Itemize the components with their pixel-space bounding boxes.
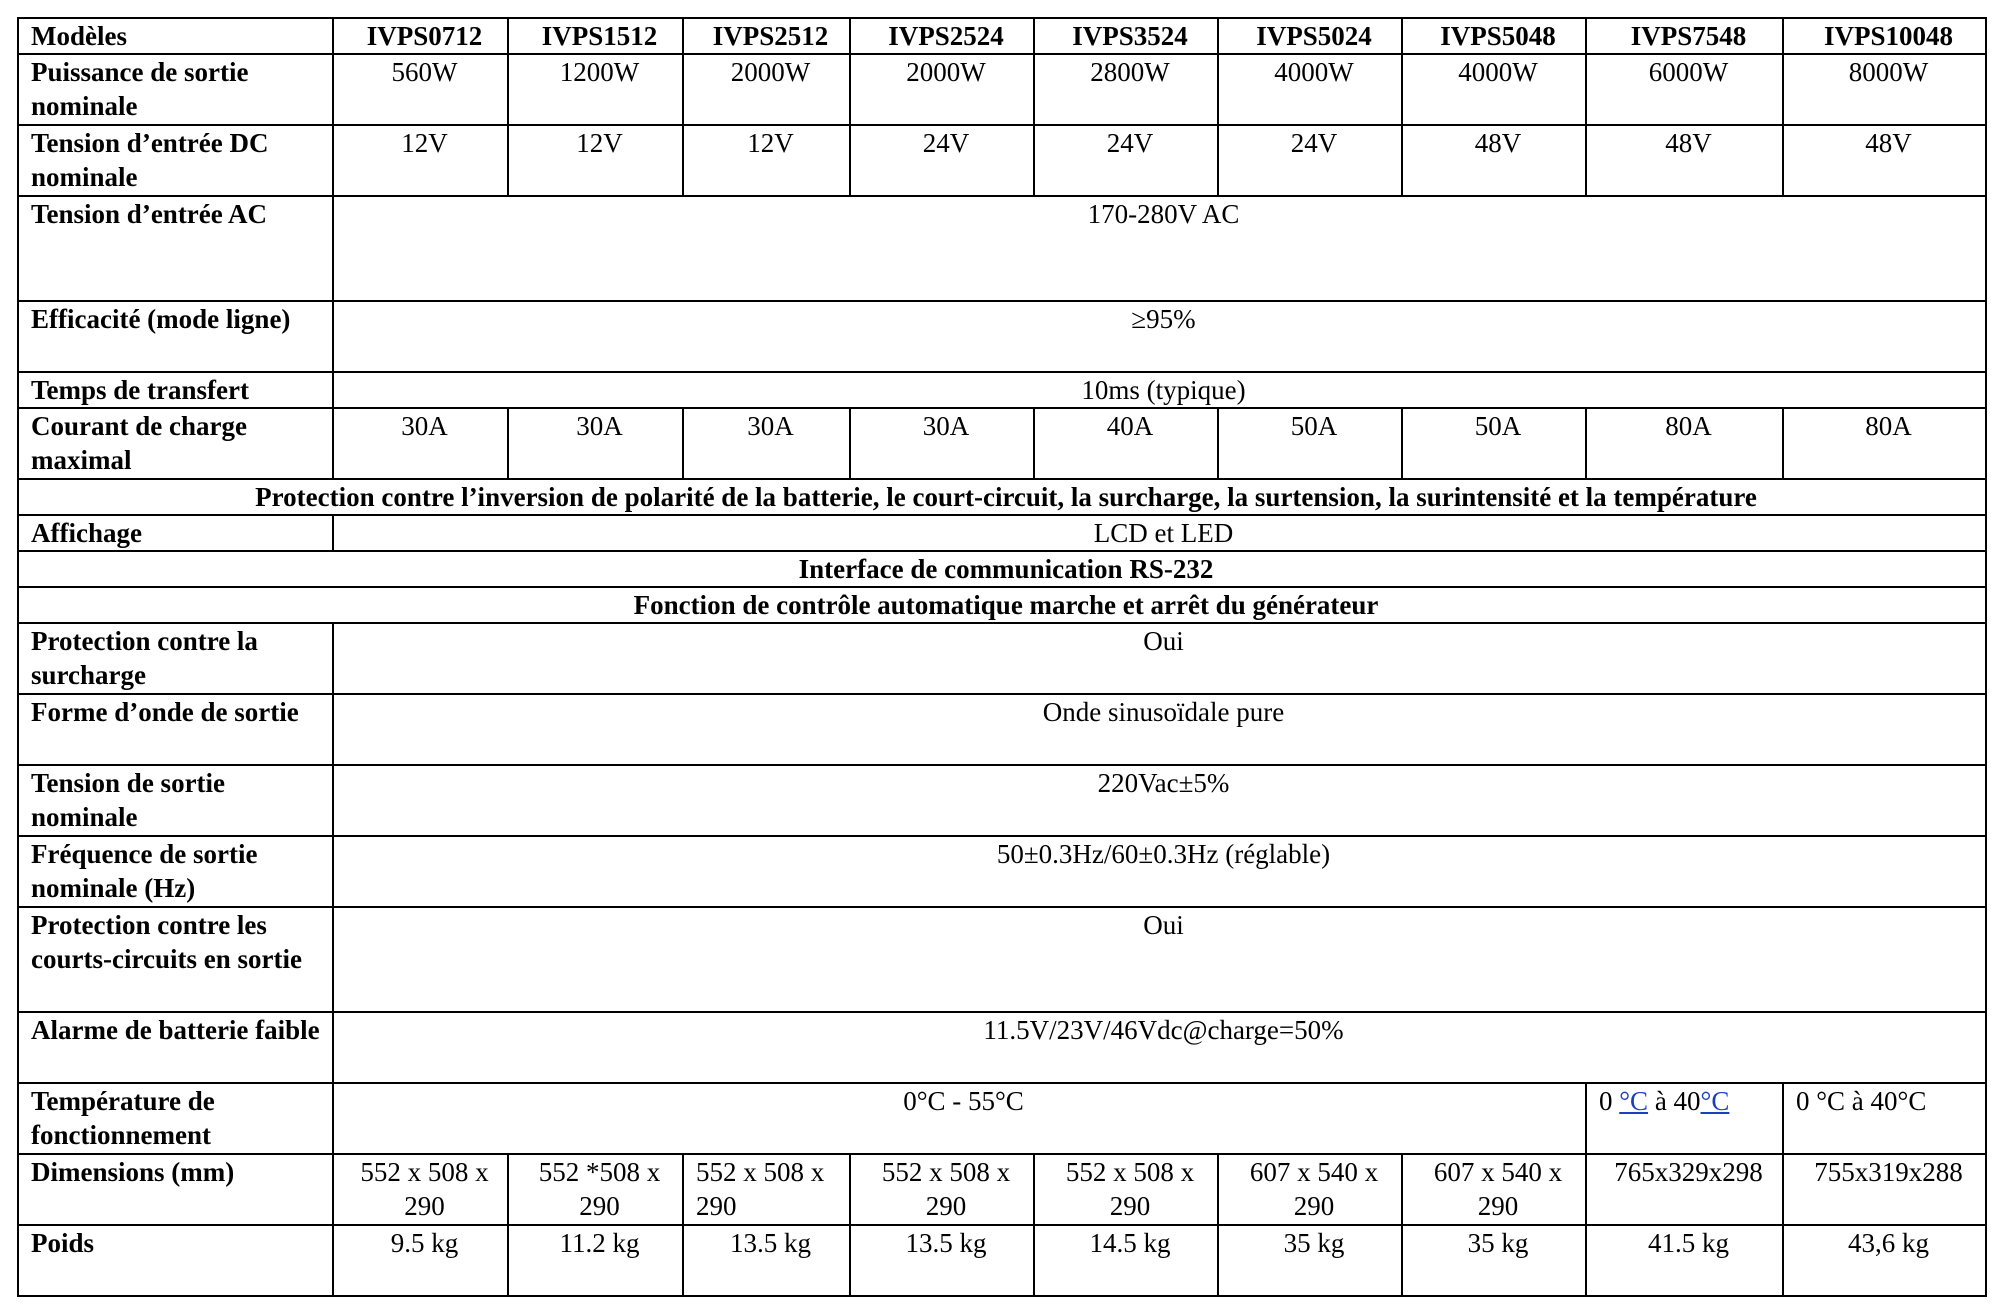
table-cell: 24V [1034, 125, 1218, 196]
table-cell: 560W [333, 54, 508, 125]
header-cell: IVPS2524 [850, 18, 1034, 54]
table-cell: 41.5 kg [1586, 1225, 1783, 1296]
table-cell: 80A [1586, 408, 1783, 479]
table-cell: Onde sinusoïdale pure [333, 694, 1986, 765]
table-cell: 220Vac±5% [333, 765, 1986, 836]
header-cell: IVPS3524 [1034, 18, 1218, 54]
table-row [18, 408, 1986, 479]
table-cell [1586, 1083, 1783, 1154]
row-label: Temps de transfert [18, 372, 333, 408]
table-row [18, 551, 1986, 587]
table-cell: 552 x 508 x 290 [333, 1154, 508, 1225]
table-cell: 0°C - 55°C [333, 1083, 1586, 1154]
table-cell: 50±0.3Hz/60±0.3Hz (réglable) [333, 836, 1986, 907]
celsius-link[interactable]: °C [1700, 1086, 1730, 1116]
table-row [18, 694, 1986, 765]
table-cell: 2000W [850, 54, 1034, 125]
table-row [18, 765, 1986, 836]
table-cell: 10ms (typique) [333, 372, 1986, 408]
table-row [18, 907, 1986, 1012]
table-cell: 48V [1402, 125, 1586, 196]
table-cell: 765x329x298 [1586, 1154, 1783, 1225]
table-row [18, 196, 1986, 301]
row-label: Courant de charge maximal [18, 408, 333, 479]
table-row [18, 479, 1986, 515]
header-cell: IVPS0712 [333, 18, 508, 54]
table-cell: 12V [508, 125, 683, 196]
table-cell: 12V [683, 125, 850, 196]
table-cell: 4000W [1402, 54, 1586, 125]
table-cell: 755x319x288 [1783, 1154, 1986, 1225]
table-row [18, 301, 1986, 372]
row-label: Tension de sortie nominale [18, 765, 333, 836]
table-cell: 2000W [683, 54, 850, 125]
row-label: Forme d’onde de sortie [18, 694, 333, 765]
table-cell: 0 °C à 40°C [1783, 1083, 1986, 1154]
table-cell: 6000W [1586, 54, 1783, 125]
header-cell: IVPS10048 [1783, 18, 1986, 54]
header-row [18, 18, 1986, 54]
generator-note: Fonction de contrôle automatique marche et arrêt du générateur [18, 587, 1986, 623]
row-label: Alarme de batterie faible [18, 1012, 333, 1083]
row-label: Protection contre la surcharge [18, 623, 333, 694]
table-cell: 11.5V/23V/46Vdc@charge=50% [333, 1012, 1986, 1083]
table-cell: 4000W [1218, 54, 1402, 125]
header-cell: Modèles [18, 18, 333, 54]
table-cell: 2800W [1034, 54, 1218, 125]
table-cell: 552 x 508 x 290 [850, 1154, 1034, 1225]
temp-text: 0 [1599, 1086, 1620, 1116]
row-label: Dimensions (mm) [18, 1154, 333, 1225]
row-label: Tension d’entrée AC [18, 196, 333, 301]
table-cell: 50A [1218, 408, 1402, 479]
row-label: Puissance de sortie nominale [18, 54, 333, 125]
table-cell: Oui [333, 907, 1986, 1012]
table-cell: ≥95% [333, 301, 1986, 372]
table-cell: 170-280V AC [333, 196, 1986, 301]
protection-note: Protection contre l’inversion de polarité de la batterie, le court-circuit, la surcharge, la surtension, la surintensité et la température [18, 479, 1986, 515]
table-cell: 13.5 kg [850, 1225, 1034, 1296]
table-cell: 607 x 540 x 290 [1402, 1154, 1586, 1225]
table-cell: Oui [333, 623, 1986, 694]
table-cell: 30A [683, 408, 850, 479]
table-cell: 30A [508, 408, 683, 479]
table-cell: 35 kg [1402, 1225, 1586, 1296]
row-label: Affichage [18, 515, 333, 551]
table-cell: 607 x 540 x 290 [1218, 1154, 1402, 1225]
table-cell: 9.5 kg [333, 1225, 508, 1296]
table-cell: 11.2 kg [508, 1225, 683, 1296]
row-label: Tension d’entrée DC nominale [18, 125, 333, 196]
table-cell: 24V [850, 125, 1034, 196]
table-row [18, 1154, 1986, 1225]
table-cell: 1200W [508, 54, 683, 125]
table-cell: 552 x 508 x 290 [1034, 1154, 1218, 1225]
table-row [18, 515, 1986, 551]
table-cell: 30A [333, 408, 508, 479]
table-cell: 8000W [1783, 54, 1986, 125]
table-row [18, 372, 1986, 408]
table-row [18, 587, 1986, 623]
table-cell: 48V [1783, 125, 1986, 196]
table-row [18, 836, 1986, 907]
row-label: Protection contre les courts-circuits en sortie [18, 907, 333, 1012]
table-cell: LCD et LED [333, 515, 1986, 551]
row-label: Poids [18, 1225, 333, 1296]
header-cell: IVPS7548 [1586, 18, 1783, 54]
table-row [18, 1225, 1986, 1296]
row-label: Efficacité (mode ligne) [18, 301, 333, 372]
table-row [18, 623, 1986, 694]
temp-text: à 40 [1648, 1086, 1701, 1116]
table-row [18, 54, 1986, 125]
spec-table [17, 17, 1987, 1297]
table-cell: 24V [1218, 125, 1402, 196]
table-cell: 43,6 kg [1783, 1225, 1986, 1296]
table-row [18, 1083, 1986, 1154]
celsius-link[interactable]: °C [1619, 1086, 1649, 1116]
row-label: Fréquence de sortie nominale (Hz) [18, 836, 333, 907]
header-cell: IVPS5048 [1402, 18, 1586, 54]
table-cell: 14.5 kg [1034, 1225, 1218, 1296]
table-cell: 552 *508 x 290 [508, 1154, 683, 1225]
table-cell: 30A [850, 408, 1034, 479]
table-row [18, 1012, 1986, 1083]
header-cell: IVPS5024 [1218, 18, 1402, 54]
table-cell: 552 x 508 x 290 [683, 1154, 850, 1225]
table-cell: 12V [333, 125, 508, 196]
table-cell: 50A [1402, 408, 1586, 479]
table-cell: 35 kg [1218, 1225, 1402, 1296]
header-cell: IVPS1512 [508, 18, 683, 54]
table-cell: 80A [1783, 408, 1986, 479]
row-label: Température de fonctionnement [18, 1083, 333, 1154]
table-cell: 48V [1586, 125, 1783, 196]
interface-note: Interface de communication RS-232 [18, 551, 1986, 587]
table-cell: 13.5 kg [683, 1225, 850, 1296]
header-cell: IVPS2512 [683, 18, 850, 54]
table-row [18, 125, 1986, 196]
table-cell: 40A [1034, 408, 1218, 479]
